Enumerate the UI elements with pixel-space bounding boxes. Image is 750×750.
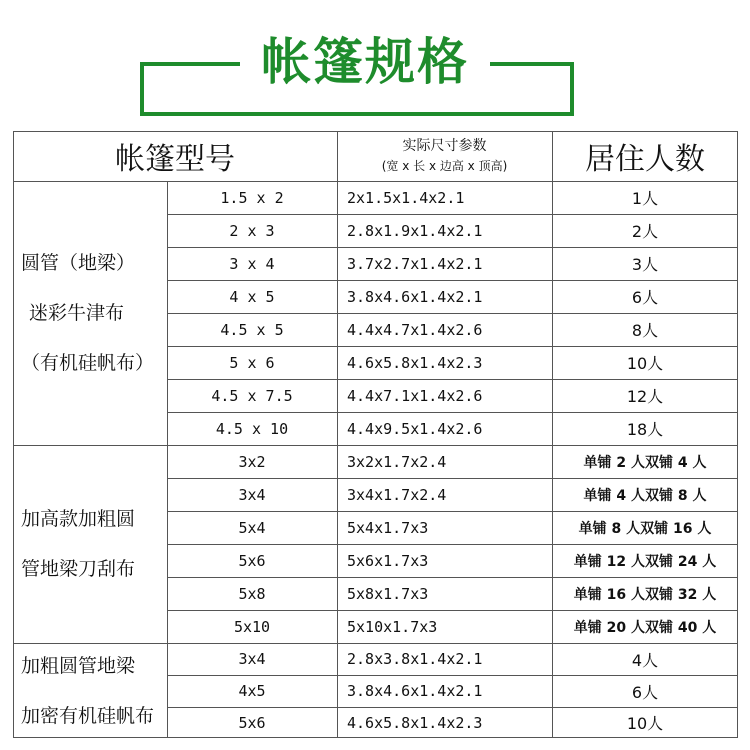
row-17-dimensions: 4.6x5.8x1.4x2.3 [347, 713, 483, 732]
row-16-people: 6人 [631, 682, 659, 702]
row-11-people: 单铺 8 人双铺 16 人 [578, 520, 712, 537]
header-model: 帐篷型号 [115, 142, 235, 177]
table-border-right [737, 131, 738, 738]
row-13-people: 单铺 16 人双铺 32 人 [573, 586, 717, 603]
title-frame-right [570, 62, 574, 116]
row-divider-14 [13, 643, 738, 644]
row-15-people: 4人 [631, 650, 659, 670]
row-divider-9 [167, 478, 738, 479]
row-4-model: 4 x 5 [229, 287, 275, 306]
row-17-people: 10人 [626, 714, 664, 733]
group-2-line-1: 加高款加粗圆 [21, 508, 136, 530]
group-label-2 [13, 445, 175, 643]
spec-table [13, 131, 738, 738]
row-divider-5 [167, 346, 738, 347]
group-2-line-2: 管地梁刀刮布 [21, 558, 136, 580]
row-9-dimensions: 3x2x1.7x2.4 [347, 452, 447, 471]
header-col-divider-1 [337, 131, 338, 181]
header-divider [13, 181, 738, 182]
header-people: 居住人数 [585, 142, 705, 177]
title-frame-top-right [490, 62, 574, 66]
row-1-model: 1.5 x 2 [220, 188, 284, 207]
row-2-model: 2 x 3 [229, 221, 275, 240]
row-12-people: 单铺 12 人双铺 24 人 [573, 553, 717, 570]
table-border-left [13, 131, 14, 738]
group-3-line-2: 加密有机硅帆布 [21, 704, 155, 727]
row-6-model: 5 x 6 [229, 353, 275, 372]
row-divider-12 [167, 577, 738, 578]
row-divider-16 [167, 707, 738, 708]
row-3-model: 3 x 4 [229, 254, 275, 273]
row-16-model: 4x5 [238, 682, 266, 700]
group-label-3 [13, 643, 175, 738]
row-11-model: 5x4 [238, 518, 266, 537]
row-12-model: 5x6 [238, 551, 266, 570]
row-1-people: 1人 [631, 189, 659, 208]
row-11-dimensions: 5x4x1.7x3 [347, 518, 429, 537]
header-dimensions-line2: (宽 x 长 x 边高 x 顶高) [381, 159, 508, 173]
row-6-dimensions: 4.6x5.8x1.4x2.3 [347, 353, 483, 372]
row-divider-2 [167, 247, 738, 248]
group-1-line-3: （有机硅帆布） [21, 352, 155, 374]
row-15-dimensions: 2.8x3.8x1.4x2.1 [347, 650, 483, 668]
col-divider-group [167, 181, 168, 738]
row-1-dimensions: 2x1.5x1.4x2.1 [347, 188, 465, 207]
row-10-people: 单铺 4 人双铺 8 人 [583, 487, 707, 504]
title-frame-top-left [140, 62, 240, 66]
row-divider-13 [167, 610, 738, 611]
title-frame-left [140, 62, 144, 116]
table-border-bottom [13, 737, 738, 738]
row-6-people: 10人 [626, 354, 664, 373]
row-14-people: 单铺 20 人双铺 40 人 [573, 619, 717, 636]
row-8-dimensions: 4.4x9.5x1.4x2.6 [347, 419, 483, 438]
row-2-people: 2人 [631, 222, 659, 241]
row-4-dimensions: 3.8x4.6x1.4x2.1 [347, 287, 483, 306]
row-14-model: 5x10 [233, 617, 271, 636]
row-5-dimensions: 4.4x4.7x1.4x2.6 [347, 320, 483, 339]
row-9-model: 3x2 [238, 452, 266, 471]
row-15-model: 3x4 [238, 650, 266, 668]
row-7-model: 4.5 x 7.5 [211, 386, 293, 405]
row-5-model: 4.5 x 5 [220, 320, 284, 339]
group-1-line-1: 圆管（地梁） [21, 252, 136, 274]
row-13-model: 5x8 [238, 584, 266, 603]
row-16-dimensions: 3.8x4.6x1.4x2.1 [347, 682, 483, 700]
row-divider-6 [167, 379, 738, 380]
row-7-people: 12人 [626, 387, 664, 406]
row-divider-1 [167, 214, 738, 215]
header-dimensions-line1: 实际尺寸参数 [402, 138, 487, 154]
col-divider-model [337, 181, 338, 738]
row-10-model: 3x4 [238, 485, 266, 504]
row-divider-11 [167, 544, 738, 545]
row-2-dimensions: 2.8x1.9x1.4x2.1 [347, 221, 483, 240]
row-divider-10 [167, 511, 738, 512]
group-3-line-1: 加粗圆管地梁 [21, 654, 136, 677]
header-col-divider-2 [552, 131, 553, 181]
row-5-people: 8人 [631, 321, 659, 340]
table-border-top [13, 131, 738, 132]
col-divider-dims [552, 181, 553, 738]
row-12-dimensions: 5x6x1.7x3 [347, 551, 429, 570]
group-label-1 [13, 181, 175, 445]
row-7-dimensions: 4.4x7.1x1.4x2.6 [347, 386, 483, 405]
row-8-people: 18人 [626, 420, 664, 439]
row-divider-4 [167, 313, 738, 314]
row-divider-3 [167, 280, 738, 281]
row-8-model: 4.5 x 10 [215, 419, 289, 438]
title-frame-bottom [140, 112, 574, 116]
header-dimensions [337, 131, 552, 181]
row-3-people: 3人 [631, 255, 659, 274]
page-title: 帐篷规格 [261, 33, 469, 91]
row-divider-8 [13, 445, 738, 446]
row-divider-7 [167, 412, 738, 413]
row-10-dimensions: 3x4x1.7x2.4 [347, 485, 447, 504]
row-4-people: 6人 [631, 288, 659, 307]
row-9-people: 单铺 2 人双铺 4 人 [583, 454, 707, 471]
row-13-dimensions: 5x8x1.7x3 [347, 584, 429, 603]
row-17-model: 5x6 [238, 713, 266, 732]
row-3-dimensions: 3.7x2.7x1.4x2.1 [347, 254, 483, 273]
row-14-dimensions: 5x10x1.7x3 [347, 617, 438, 636]
row-divider-15 [167, 675, 738, 676]
group-1-line-2: 迷彩牛津布 [29, 302, 125, 324]
